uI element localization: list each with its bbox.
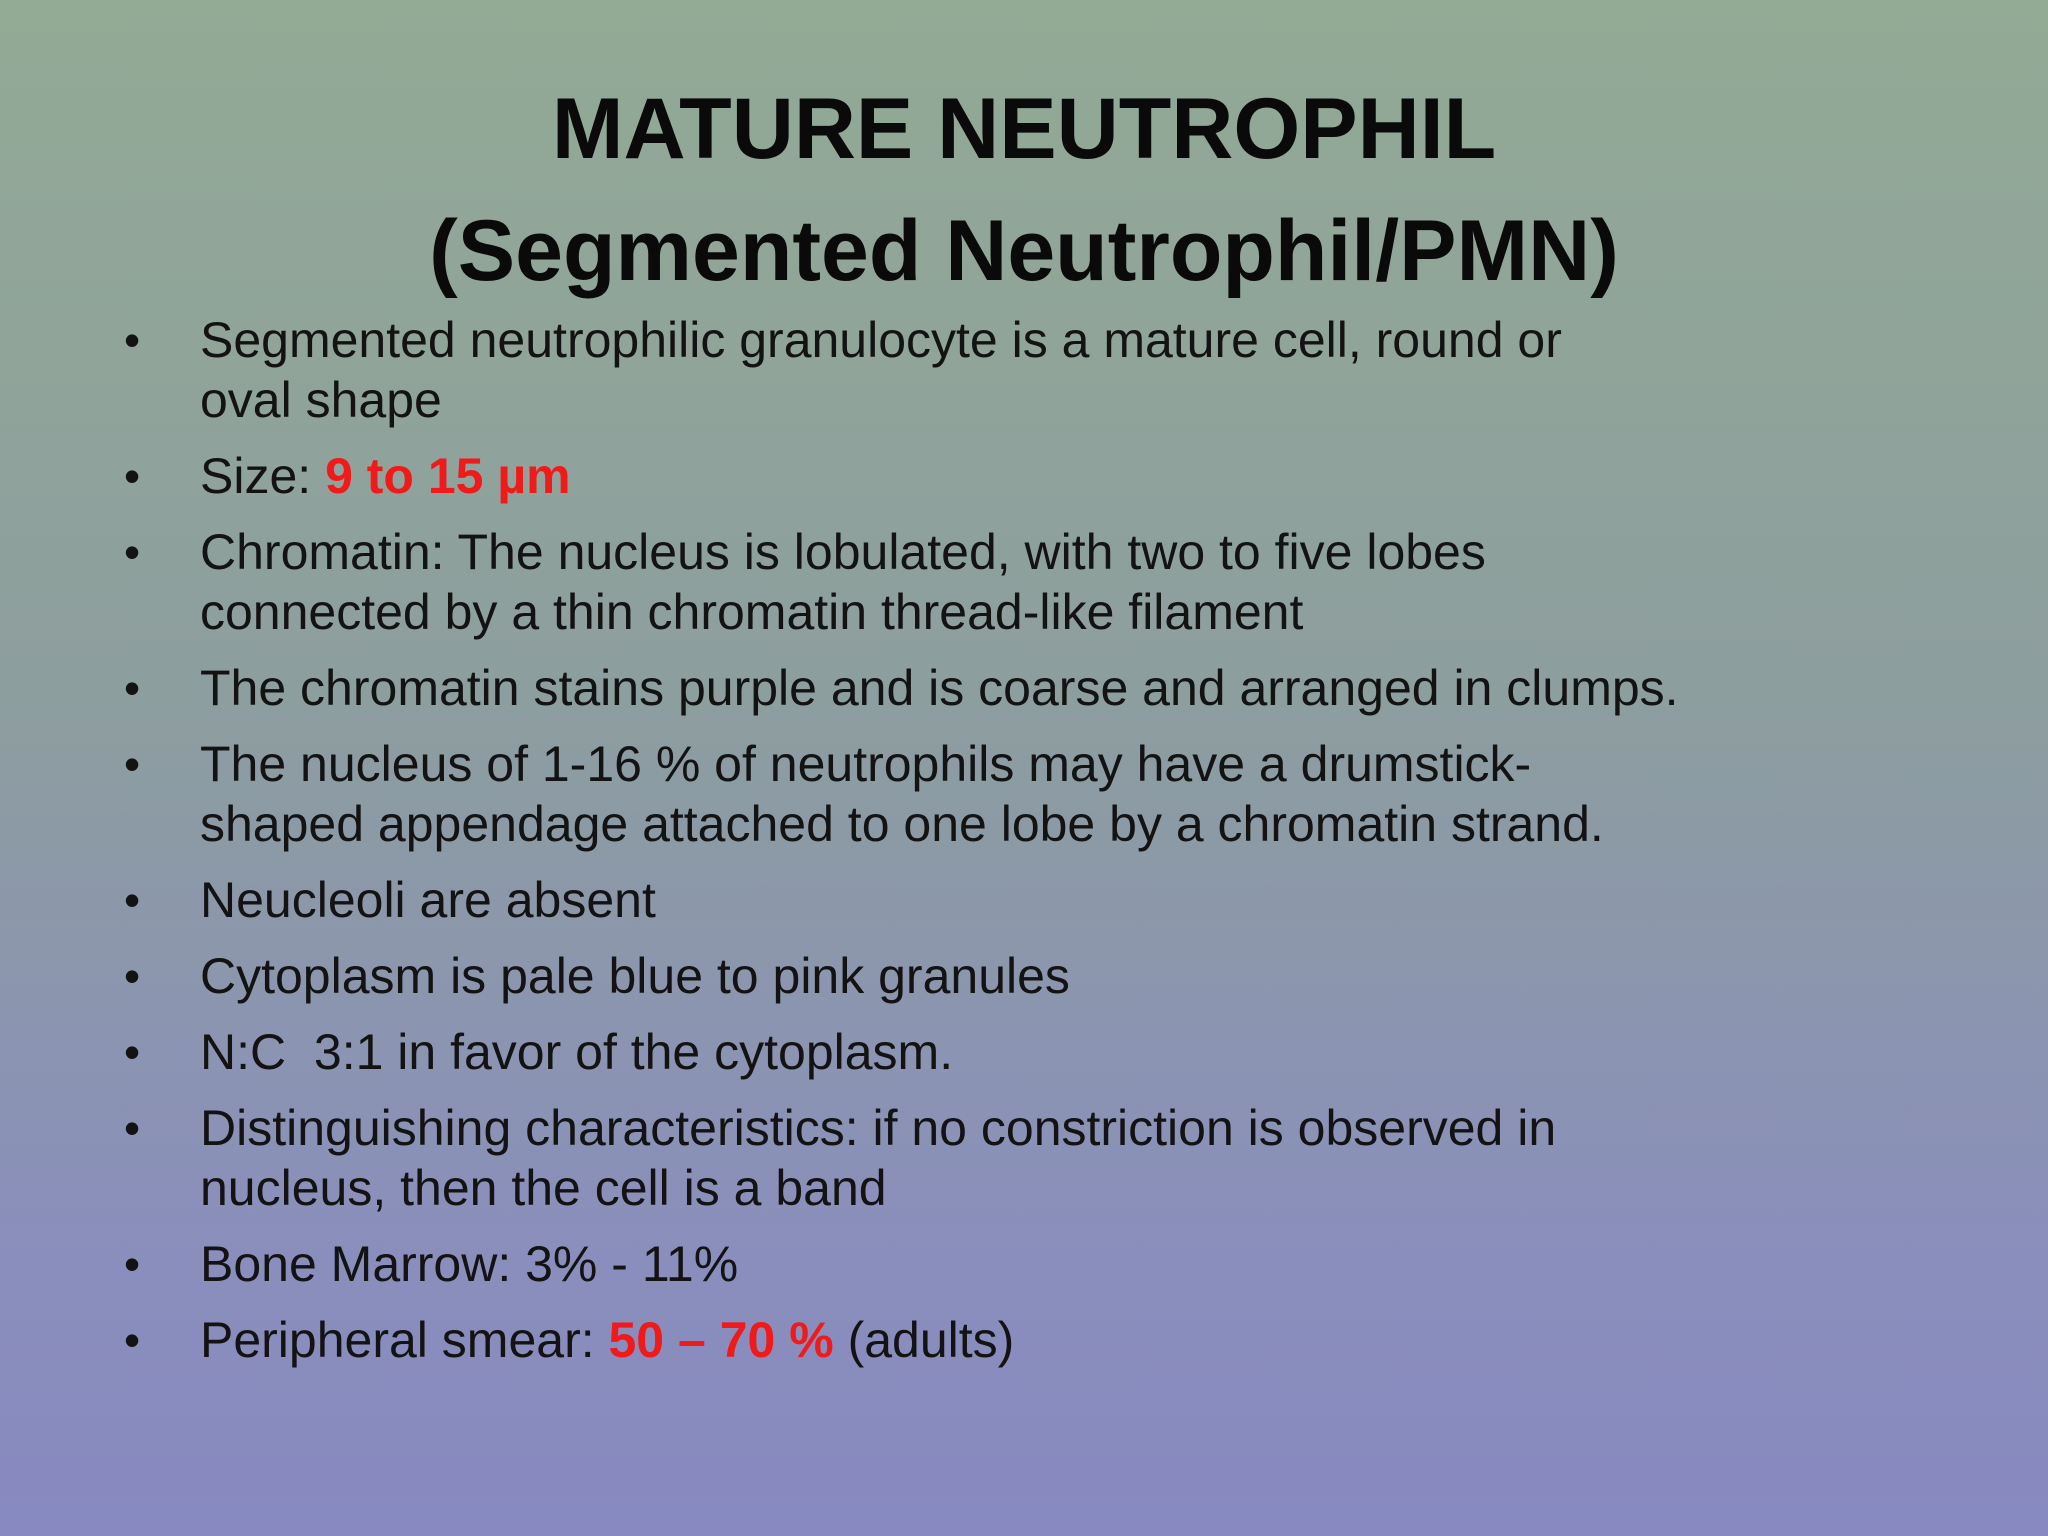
bullet-dot-icon: • (124, 874, 141, 926)
bullet-dot-icon: • (124, 526, 141, 578)
size-highlight: 9 to 15 µm (325, 448, 571, 504)
bullet-item (0, 1310, 2048, 1370)
bullet-text: Neucleoli are absent (200, 872, 656, 928)
bullet-text: shaped appendage attached to one lobe by a chromatin strand. (200, 796, 1604, 852)
bullet-text (200, 446, 1988, 506)
bullet-suffix: (adults) (833, 1312, 1015, 1368)
bullet-dot-icon: • (124, 1238, 141, 1290)
bullet-dot-icon: • (124, 662, 141, 714)
bullet-item (0, 1098, 2048, 1218)
bullet-text: The chromatin stains purple and is coarse and arranged in clumps. (200, 660, 1679, 716)
bullet-item (0, 658, 2048, 718)
bullet-text: Bone Marrow: 3% - 11% (200, 1236, 739, 1292)
bullet-item (0, 446, 2048, 506)
bullet-item (0, 870, 2048, 930)
bullet-text (200, 1310, 1988, 1370)
bullet-text: Cytoplasm is pale blue to pink granules (200, 948, 1070, 1004)
bullet-text: oval shape (200, 372, 442, 428)
bullet-dot-icon: • (124, 450, 141, 502)
bullet-text: The nucleus of 1-16 % of neutrophils may have a drumstick- (200, 736, 1532, 792)
bullet-text: Segmented neutrophilic granulocyte is a mature cell, round or (200, 312, 1562, 368)
bullet-prefix: Peripheral smear: (200, 1312, 609, 1368)
title-line-2: (Segmented Neutrophil/PMN) (429, 203, 1619, 299)
bullet-dot-icon: • (124, 738, 141, 790)
bullet-item (0, 734, 2048, 854)
bullet-dot-icon: • (124, 1026, 141, 1078)
smear-highlight: 50 – 70 % (608, 1312, 834, 1368)
bullet-text: connected by a thin chromatin thread-like filament (200, 584, 1304, 640)
bullet-dot-icon: • (124, 1102, 141, 1154)
bullet-dot-icon: • (124, 1314, 141, 1366)
slide-title (0, 68, 2048, 312)
bullet-text: N:C 3:1 in favor of the cytoplasm. (200, 1024, 954, 1080)
bullet-item (0, 1022, 2048, 1082)
bullet-prefix: Size: (200, 448, 326, 504)
bullet-dot-icon: • (124, 950, 141, 1002)
bullet-text: Distinguishing characteristics: if no constriction is observed in (200, 1100, 1557, 1156)
bullet-item (0, 310, 2048, 430)
bullet-item (0, 522, 2048, 642)
title-line-1: MATURE NEUTROPHIL (551, 81, 1497, 177)
bullet-text: Chromatin: The nucleus is lobulated, with two to five lobes (200, 524, 1486, 580)
bullet-dot-icon: • (124, 314, 141, 366)
bullet-item (0, 946, 2048, 1006)
bullet-item (0, 1234, 2048, 1294)
bullet-list (0, 310, 2048, 1386)
bullet-text: nucleus, then the cell is a band (200, 1160, 887, 1216)
